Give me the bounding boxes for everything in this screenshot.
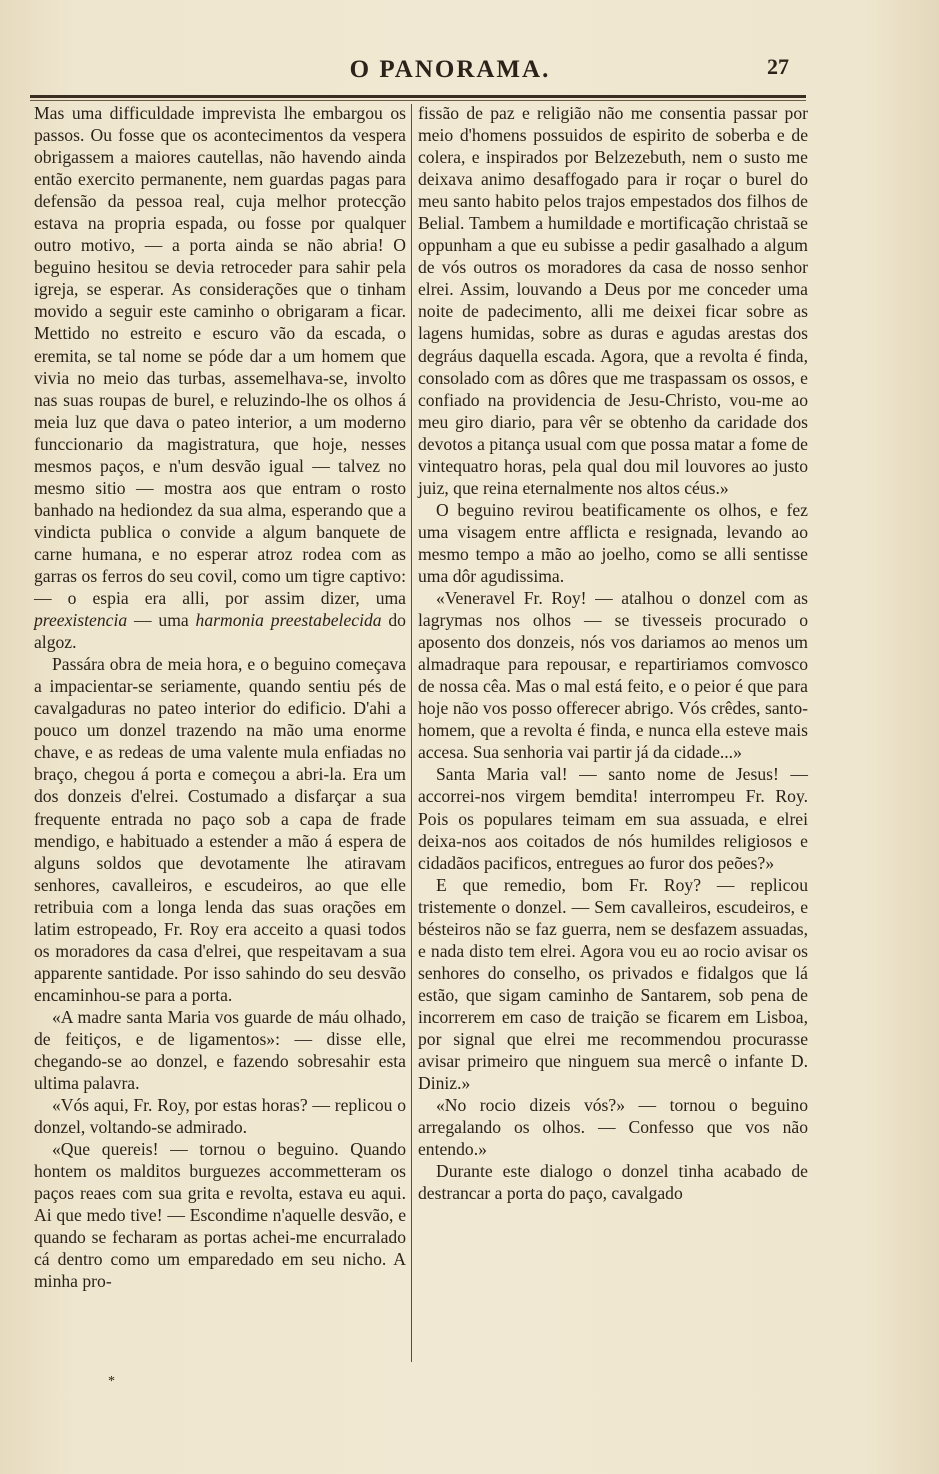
- right-column: [418, 102, 808, 1204]
- paragraph: «A madre santa Maria vos guarde de máu olhado, de feitiços, e de ligamentos»: — disse elle, chegando-se ao donzel, e fazendo sobresahir esta ultima palavra.: [34, 1006, 406, 1094]
- paragraph: fissão de paz e religião não me consentia passar por meio d'homens possuidos de espirito de soberba e de colera, e inspirados por Belzezebuth, nem o susto me deixava animo desaffogado para ir roçar o burel do meu santo habito pelos trajos empestados dos filhos de Belial. Tambem a humildade e mortificação christaã se oppunham a que eu subisse a pedir gasalhado a algum de vós outros os moradores da casa de nosso senhor elrei. Assim, louvando a Deus por me conceder uma noite de padecimento, alli me deixei ficar sobre as lagens humidas, sobre as duras e agudas arestas dos degráus daquella escada. Agora, que a revolta é finda, consolado com as dôres que me traspassam os ossos, e confiado na providencia de Jesu-Christo, vou-me ao meu giro diario, para vêr se obtenho da caridade dos devotos a pitança usual com que possa matar a fome de vintequatro horas, pela qual dou mil louvores ao justo juiz, que reina eternalmente nos altos céus.»: [418, 103, 808, 498]
- header-rule: [30, 95, 806, 98]
- paragraph: Durante este dialogo o donzel tinha acabado de destrancar a porta do paço, cavalgado: [418, 1161, 808, 1204]
- paragraph: O beguino revirou beatificamente os olhos, e fez uma visagem entre afflicta e resignada, levando ao mesmo tempo a mão ao joelho, como se alli sentisse uma dôr agudissima.: [418, 499, 808, 586]
- page-number: 27: [767, 54, 789, 79]
- italic-term: harmonia preestabelecida: [195, 610, 382, 631]
- paragraph: [34, 102, 406, 653]
- signature-mark: *: [108, 1374, 115, 1389]
- paragraph: «Vós aqui, Fr. Roy, por estas horas? — replicou o donzel, voltando-se admirado.: [34, 1095, 406, 1138]
- paragraph: E que remedio, bom Fr. Roy? — replicou tristemente o donzel. — Sem cavalleiros, escudeiros, e bésteiros não se faz guerra, nem se desfazem assuadas, e nada disto tem elrei. Agora vou eu ao rocio avisar os senhores do conselho, os privados e fidalgos que lá estão, que sigam caminho de Santarem, sob pena de incorrerem em caso de traição se ficarem em Lisboa, por signal que elrei me recommendou procurasse avisar primeiro que ninguem sua mercê o infante D. Diniz.»: [418, 874, 808, 1094]
- header-rule-thin: [30, 100, 806, 101]
- paragraph-text: — uma: [127, 610, 196, 631]
- running-head: [0, 56, 939, 90]
- paragraph-text: do algoz.: [34, 610, 406, 653]
- paragraph: «Veneravel Fr. Roy! — atalhou o donzel com as lagrymas nos olhos — se tivesseis procurado o aposento dos donzeis, nós vos dariamos ao menos um almadraque para repousar, e repartiriamos comvosco de nossa cêa. Mas o mal está feito, e o peior é que para hoje não vos posso offerecer abrigo. Vós crêdes, santo-homem, que a revolta é finda, e nunca ella esteve mais accesa. Sua senhoria vai partir já da cidade...»: [418, 588, 808, 763]
- paragraph: Santa Maria val! — santo nome de Jesus! — accorrei-nos virgem bemdita! interrompeu Fr. Roy. Pois os populares teimam em sua assuada, e elrei deixa-nos aos coitados de nós humildes religiosos e cidadãos pacificos, entregues ao furor dos peões?»: [418, 764, 808, 873]
- paragraph: «Que quereis! — tornou o beguino. Quando hontem os malditos burguezes accommetteram os paços reaes com sua grita e revolta, estava eu aqui. Ai que medo tive! — Escondime n'aquelle desvão, e quando se fecharam as portas achei-me encurralado cá dentro como um emparedado em seu nicho. A minha pro-: [34, 1139, 406, 1292]
- journal-title: O PANORAMA.: [349, 56, 551, 83]
- paragraph: «No rocio dizeis vós?» — tornou o beguino arregalando os olhos. — Confesso que vos não entendo.»: [418, 1095, 808, 1160]
- left-column: [34, 102, 406, 1293]
- paragraph-text: Mas uma difficuldade imprevista lhe embargou os passos. Ou fosse que os acontecimentos da vespera obrigassem a maiores cautellas, não havendo ainda então exercito permanente, nem guardas pagas para defensão da pessoa real, cuja melhor protecção estava na propria espada, ou fosse por qualquer outro motivo, — a porta ainda se não abria! O beguino hesitou se devia retroceder para sahir pela igreja, se esperar. As considerações que o tinham movido a seguir este caminho o obrigaram a ficar. Mettido no estreito e escuro vão da escada, o eremita, se tal nome se póde dar a um homem que vivia no meio das turbas, assemelhava-se, involto nas suas roupas de burel, e reluzindo-lhe os olhos á meia luz que dava o pateo interior, a um moderno funccionario da magistratura, que hoje, nesses mesmos paços, e n'um desvão igual — talvez no mesmo sitio — mostra aos que entram o rosto banhado na hediondez da sua alma, esperando que a vindicta publica o convide a algum banquete de carne humana, e no esperar atroz rodea com as garras os ferros do seu covil, como um tigre captivo: — o espia era alli, por assim dizer, uma: [34, 103, 406, 609]
- italic-term: preexistencia: [34, 610, 128, 631]
- column-divider: [411, 104, 412, 1362]
- paragraph: Passára obra de meia hora, e o beguino começava a impacientar-se seriamente, quando sentiu pés de cavalgaduras no pateo interior do edificio. D'ahi a pouco um donzel trazendo na mão uma enorme chave, e as redeas de uma valente mula enfiadas no braço, chegou á porta e começou a abri-la. Era um dos donzeis d'elrei. Costumado a disfarçar a sua frequente entrada no paço sob a capa de frade mendigo, e habituado a estender a mão á espera de alguns soldos que devotamente lhe atiravam senhores, cavalleiros, e escudeiros, ao que elle retribuia com a longa lenda das suas orações em latim estropeado, Fr. Roy era acceito a quasi todos os moradores da casa d'elrei, que respeitavam a sua apparente santidade. Por isso sahindo do seu desvão encaminhou-se para a porta.: [34, 654, 406, 1005]
